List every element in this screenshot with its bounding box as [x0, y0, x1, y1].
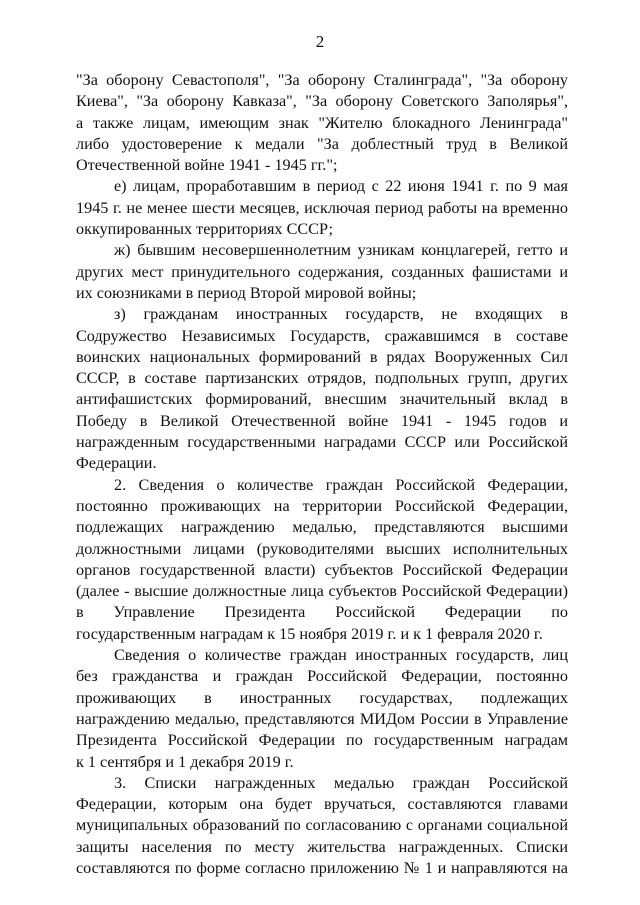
text-line: других мест принудительного содержания, созданных фашистами и [76, 262, 568, 281]
text-line: Киева", "За оборону Кавказа", "За оборону Советского Заполярья", [76, 92, 568, 111]
text-line: награждению медалью, представляются МИДом России в Управление [76, 709, 568, 728]
text-line: Содружество Независимых Государств, сражавшимся в составе [76, 326, 568, 345]
text-line: к 1 сентября и 1 декабря 2019 г. [76, 752, 294, 771]
document-body [76, 70, 568, 879]
text-line: а также лицам, имеющим знак "Жителю блокадного Ленинграда" [76, 113, 568, 132]
text-line: должностными лицами (руководителями высших исполнительных [76, 539, 568, 558]
text-line: Отечественной войне 1941 - 1945 гг."; [76, 156, 338, 175]
text-line: Федерации, которым она будет вручаться, составляются главами [76, 795, 568, 814]
text-line: без гражданства и граждан Российской Федерации, постоянно [76, 667, 568, 686]
paragraph [76, 70, 568, 176]
text-line: в Управление Президента Российской Федерации по [76, 603, 568, 622]
text-line: Федерации. [76, 454, 157, 473]
text-line: их союзниками в период Второй мировой войны; [76, 283, 417, 302]
text-line: 1945 г. не менее шести месяцев, исключая период работы на временно [76, 198, 568, 217]
text-line: муниципальных образований по согласованию с органами социальной [76, 816, 568, 835]
text-line: Президента Российской Федерации по государственным наградам [76, 731, 568, 750]
text-line: органов государственной власти) субъектов Российской Федерации [76, 560, 568, 579]
text-line: антифашистских формирований, внесшим значительный вклад в [76, 390, 568, 409]
paragraph [76, 645, 568, 773]
text-line: 2. Сведения о количестве граждан Российской Федерации, [114, 475, 568, 494]
text-line: государственным наградам к 15 ноября 2019 г. и к 1 февраля 2020 г. [76, 624, 543, 643]
text-line: Победу в Великой Отечественной войне 1941 - 1945 годов и [76, 411, 568, 430]
text-line: СССР, в составе партизанских отрядов, подпольных групп, других [76, 369, 568, 388]
text-line: постоянно проживающих на территории Российской Федерации, [76, 496, 568, 515]
paragraph [76, 773, 568, 879]
page-number: 2 [315, 32, 325, 51]
paragraph [76, 240, 568, 304]
text-line: 3. Списки награжденных медалью граждан Российской [114, 773, 568, 792]
text-line: награжденным государственными наградами СССР или Российской [76, 433, 568, 452]
text-line: либо удостоверение к медали "За доблестный труд в Великой [76, 134, 568, 153]
paragraph [76, 304, 568, 474]
paragraph [76, 176, 568, 240]
text-line: воинских национальных формирований в рядах Вооруженных Сил [76, 347, 568, 366]
text-line: оккупированных территориях СССР; [76, 220, 334, 239]
text-line: (далее - высшие должностные лица субъектов Российской Федерации) [76, 582, 568, 601]
text-line: защиты населения по месту жительства награжденных. Списки [76, 837, 568, 856]
text-line: ж) бывшим несовершеннолетним узникам концлагерей, гетто и [114, 241, 568, 260]
text-line: е) лицам, проработавшим в период с 22 июня 1941 г. по 9 мая [114, 177, 568, 196]
text-line: подлежащих награждению медалью, представляются высшими [76, 518, 568, 537]
text-line: Сведения о количестве граждан иностранных государств, лиц [114, 646, 568, 665]
text-line: "За оборону Севастополя", "За оборону Сталинграда", "За оборону [76, 71, 568, 89]
text-line: проживающих в иностранных государствах, подлежащих [76, 688, 568, 707]
text-line: з) гражданам иностранных государств, не входящих в [114, 305, 568, 324]
paragraph [76, 475, 568, 645]
text-line: составляются по форме согласно приложению № 1 и направляются на [76, 858, 568, 877]
